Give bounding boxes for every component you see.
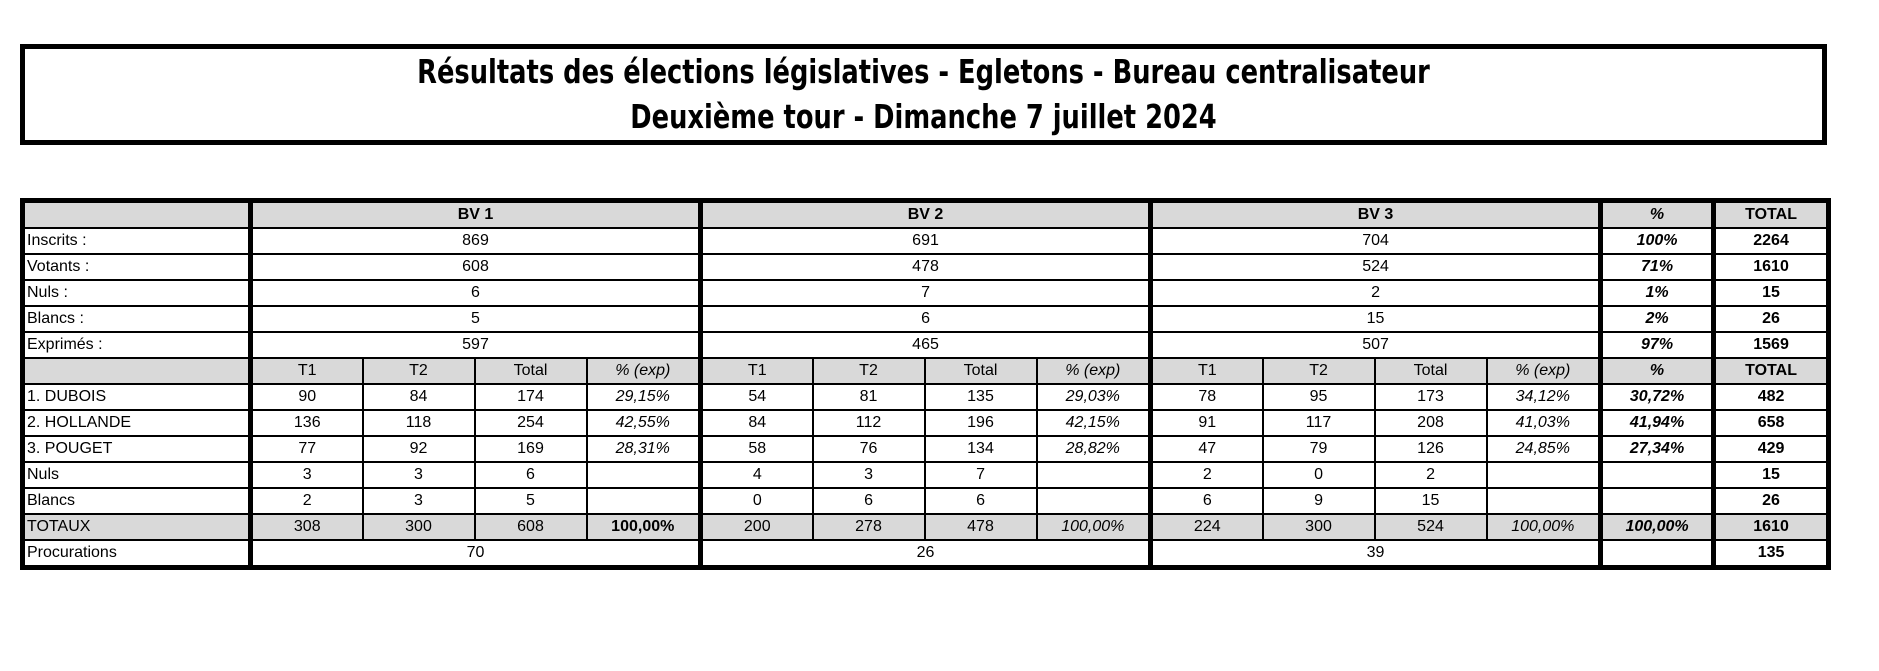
procurations-bv2: 26 xyxy=(701,540,1151,568)
summary-bv2-value: 691 xyxy=(701,228,1151,254)
candidate-bv3-pct-exp: 34,12% xyxy=(1487,384,1601,410)
totaux-pct: 100,00% xyxy=(1601,514,1714,540)
candidate-bv1-pct-exp: 29,15% xyxy=(587,384,701,410)
candidate-bv3-t2: 79 xyxy=(1263,436,1375,462)
candidate-bv1-t1: 90 xyxy=(251,384,363,410)
totaux-bv1-t2: 300 xyxy=(363,514,475,540)
totaux-row xyxy=(23,514,1829,540)
bv1-t1-header: T1 xyxy=(251,358,363,384)
candidate-pct: 41,94% xyxy=(1601,410,1714,436)
summary-pct: 71% xyxy=(1601,254,1714,280)
candidate-label: 2. HOLLANDE xyxy=(23,410,251,436)
bv1-t2-header: T2 xyxy=(363,358,475,384)
summary-bv3-value: 15 xyxy=(1151,306,1601,332)
candidate-bv1-t1: 3 xyxy=(251,462,363,488)
candidate-bv2-pct-exp: 28,82% xyxy=(1037,436,1151,462)
candidate-pct xyxy=(1601,488,1714,514)
candidate-bv2-t2: 81 xyxy=(813,384,925,410)
candidate-bv3-total: 208 xyxy=(1375,410,1487,436)
candidate-total: 482 xyxy=(1714,384,1829,410)
totaux-bv2-t2: 278 xyxy=(813,514,925,540)
summary-pct: 2% xyxy=(1601,306,1714,332)
summary-row xyxy=(23,280,1829,306)
candidate-bv3-total: 126 xyxy=(1375,436,1487,462)
candidate-bv3-pct-exp: 24,85% xyxy=(1487,436,1601,462)
candidate-pct xyxy=(1601,462,1714,488)
grand-total-subheader: TOTAL xyxy=(1714,358,1829,384)
candidate-row xyxy=(23,384,1829,410)
candidate-pct: 27,34% xyxy=(1601,436,1714,462)
candidate-bv2-t1: 4 xyxy=(701,462,813,488)
page-subtitle: Deuxième tour - Dimanche 7 juillet 2024 xyxy=(630,97,1217,136)
summary-bv1-value: 5 xyxy=(251,306,701,332)
procurations-pct xyxy=(1601,540,1714,568)
candidate-bv3-pct-exp: 41,03% xyxy=(1487,410,1601,436)
totaux-label: TOTAUX xyxy=(23,514,251,540)
candidate-bv2-t1: 54 xyxy=(701,384,813,410)
candidate-bv3-pct-exp xyxy=(1487,462,1601,488)
candidate-total: 429 xyxy=(1714,436,1829,462)
candidate-bv1-t2: 3 xyxy=(363,462,475,488)
candidate-bv1-t1: 2 xyxy=(251,488,363,514)
candidate-total: 658 xyxy=(1714,410,1829,436)
totaux-bv1-pct-exp: 100,00% xyxy=(587,514,701,540)
header-row xyxy=(23,201,1829,229)
candidate-bv2-t2: 3 xyxy=(813,462,925,488)
bv3-t2-header: T2 xyxy=(1263,358,1375,384)
candidate-bv3-t2: 95 xyxy=(1263,384,1375,410)
summary-row xyxy=(23,254,1829,280)
summary-bv2-value: 465 xyxy=(701,332,1151,358)
candidate-bv2-total: 7 xyxy=(925,462,1037,488)
candidate-bv1-t1: 136 xyxy=(251,410,363,436)
candidate-bv1-total: 5 xyxy=(475,488,587,514)
bv3-total-header: Total xyxy=(1375,358,1487,384)
summary-bv2-value: 7 xyxy=(701,280,1151,306)
bv2-header: BV 2 xyxy=(701,201,1151,229)
candidate-bv2-t2: 112 xyxy=(813,410,925,436)
summary-total: 15 xyxy=(1714,280,1829,306)
bv1-pct-exp-header: % (exp) xyxy=(587,358,701,384)
candidate-bv2-t1: 58 xyxy=(701,436,813,462)
page-title: Résultats des élections législatives - Egletons - Bureau centralisateur xyxy=(417,52,1430,91)
summary-bv1-value: 6 xyxy=(251,280,701,306)
totaux-total: 1610 xyxy=(1714,514,1829,540)
candidate-row xyxy=(23,488,1829,514)
candidate-bv3-total: 173 xyxy=(1375,384,1487,410)
candidate-pct: 30,72% xyxy=(1601,384,1714,410)
candidate-bv1-t2: 118 xyxy=(363,410,475,436)
summary-label: Nuls : xyxy=(23,280,251,306)
total-header: TOTAL xyxy=(1714,201,1829,229)
candidate-bv3-total: 2 xyxy=(1375,462,1487,488)
procurations-row xyxy=(23,540,1829,568)
candidate-bv2-pct-exp xyxy=(1037,488,1151,514)
procurations-bv1: 70 xyxy=(251,540,701,568)
totaux-bv1-total: 608 xyxy=(475,514,587,540)
bv2-pct-exp-header: % (exp) xyxy=(1037,358,1151,384)
bv1-header: BV 1 xyxy=(251,201,701,229)
candidate-bv3-t1: 2 xyxy=(1151,462,1263,488)
totaux-bv1-t1: 308 xyxy=(251,514,363,540)
subheader-corner-cell xyxy=(23,358,251,384)
summary-bv3-value: 2 xyxy=(1151,280,1601,306)
bv2-t1-header: T1 xyxy=(701,358,813,384)
summary-bv1-value: 608 xyxy=(251,254,701,280)
candidate-bv1-pct-exp xyxy=(587,488,701,514)
pct-header: % xyxy=(1601,201,1714,229)
candidate-label: Nuls xyxy=(23,462,251,488)
procurations-total: 135 xyxy=(1714,540,1829,568)
summary-bv3-value: 507 xyxy=(1151,332,1601,358)
candidate-total: 26 xyxy=(1714,488,1829,514)
summary-total: 1610 xyxy=(1714,254,1829,280)
results-table xyxy=(20,198,1831,570)
summary-total: 2264 xyxy=(1714,228,1829,254)
summary-pct: 97% xyxy=(1601,332,1714,358)
header-corner-cell xyxy=(23,201,251,229)
candidate-bv2-pct-exp: 42,15% xyxy=(1037,410,1151,436)
candidate-bv2-t2: 76 xyxy=(813,436,925,462)
summary-bv2-value: 6 xyxy=(701,306,1151,332)
candidate-bv2-pct-exp xyxy=(1037,462,1151,488)
summary-pct: 100% xyxy=(1601,228,1714,254)
bv2-t2-header: T2 xyxy=(813,358,925,384)
summary-bv2-value: 478 xyxy=(701,254,1151,280)
candidate-bv3-t1: 6 xyxy=(1151,488,1263,514)
candidate-label: 3. POUGET xyxy=(23,436,251,462)
candidate-bv2-t2: 6 xyxy=(813,488,925,514)
subheader-row xyxy=(23,358,1829,384)
summary-row xyxy=(23,306,1829,332)
candidate-bv2-pct-exp: 29,03% xyxy=(1037,384,1151,410)
procurations-bv3: 39 xyxy=(1151,540,1601,568)
candidate-bv1-pct-exp: 42,55% xyxy=(587,410,701,436)
candidate-row xyxy=(23,462,1829,488)
summary-label: Votants : xyxy=(23,254,251,280)
candidate-bv1-total: 169 xyxy=(475,436,587,462)
candidate-bv3-t1: 91 xyxy=(1151,410,1263,436)
candidate-bv1-pct-exp xyxy=(587,462,701,488)
candidate-bv2-total: 135 xyxy=(925,384,1037,410)
summary-label: Exprimés : xyxy=(23,332,251,358)
candidate-bv2-total: 134 xyxy=(925,436,1037,462)
candidate-bv1-total: 254 xyxy=(475,410,587,436)
candidate-bv3-total: 15 xyxy=(1375,488,1487,514)
pct-subheader: % xyxy=(1601,358,1714,384)
bv1-total-header: Total xyxy=(475,358,587,384)
candidate-bv3-t2: 117 xyxy=(1263,410,1375,436)
totaux-bv3-t2: 300 xyxy=(1263,514,1375,540)
procurations-label: Procurations xyxy=(23,540,251,568)
totaux-bv3-pct-exp: 100,00% xyxy=(1487,514,1601,540)
candidate-bv3-pct-exp xyxy=(1487,488,1601,514)
title-box xyxy=(20,44,1827,145)
summary-row xyxy=(23,332,1829,358)
candidate-bv1-total: 6 xyxy=(475,462,587,488)
totaux-bv3-t1: 224 xyxy=(1151,514,1263,540)
totaux-bv3-total: 524 xyxy=(1375,514,1487,540)
candidate-row xyxy=(23,410,1829,436)
candidate-row xyxy=(23,436,1829,462)
summary-bv1-value: 869 xyxy=(251,228,701,254)
summary-total: 1569 xyxy=(1714,332,1829,358)
candidate-bv3-t1: 78 xyxy=(1151,384,1263,410)
bv2-total-header: Total xyxy=(925,358,1037,384)
bv3-t1-header: T1 xyxy=(1151,358,1263,384)
candidate-bv1-t1: 77 xyxy=(251,436,363,462)
candidate-bv1-t2: 84 xyxy=(363,384,475,410)
summary-bv3-value: 524 xyxy=(1151,254,1601,280)
summary-label: Blancs : xyxy=(23,306,251,332)
candidate-bv3-t2: 9 xyxy=(1263,488,1375,514)
candidate-label: Blancs xyxy=(23,488,251,514)
summary-bv3-value: 704 xyxy=(1151,228,1601,254)
candidate-bv2-t1: 0 xyxy=(701,488,813,514)
candidate-label: 1. DUBOIS xyxy=(23,384,251,410)
candidate-bv2-total: 196 xyxy=(925,410,1037,436)
candidate-bv3-t1: 47 xyxy=(1151,436,1263,462)
summary-pct: 1% xyxy=(1601,280,1714,306)
candidate-total: 15 xyxy=(1714,462,1829,488)
candidate-bv1-t2: 92 xyxy=(363,436,475,462)
summary-total: 26 xyxy=(1714,306,1829,332)
summary-row xyxy=(23,228,1829,254)
candidate-bv1-total: 174 xyxy=(475,384,587,410)
totaux-bv2-pct-exp: 100,00% xyxy=(1037,514,1151,540)
summary-label: Inscrits : xyxy=(23,228,251,254)
candidate-bv2-t1: 84 xyxy=(701,410,813,436)
candidate-bv3-t2: 0 xyxy=(1263,462,1375,488)
candidate-bv1-pct-exp: 28,31% xyxy=(587,436,701,462)
summary-bv1-value: 597 xyxy=(251,332,701,358)
totaux-bv2-total: 478 xyxy=(925,514,1037,540)
bv3-header: BV 3 xyxy=(1151,201,1601,229)
candidate-bv1-t2: 3 xyxy=(363,488,475,514)
totaux-bv2-t1: 200 xyxy=(701,514,813,540)
candidate-bv2-total: 6 xyxy=(925,488,1037,514)
bv3-pct-exp-header: % (exp) xyxy=(1487,358,1601,384)
